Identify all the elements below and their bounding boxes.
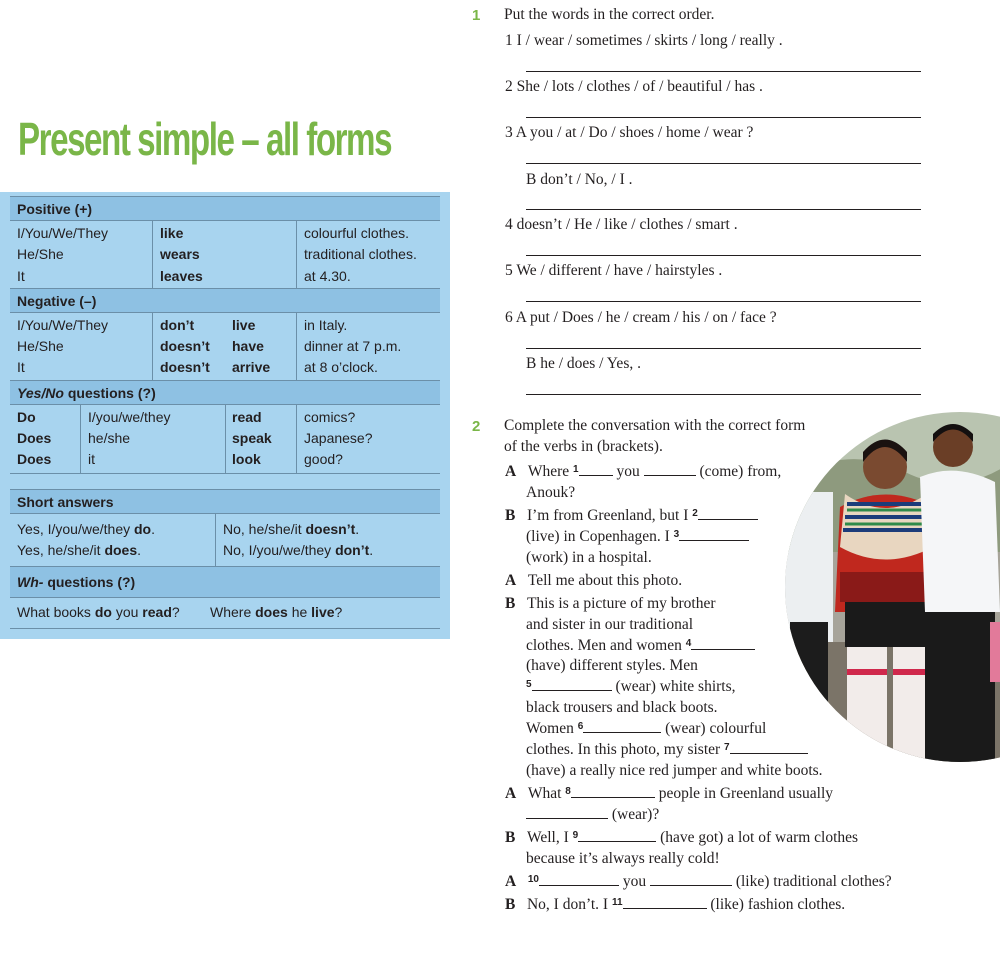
gap-10b[interactable] bbox=[650, 874, 732, 886]
answer-line[interactable] bbox=[526, 71, 921, 72]
object-cell: at 8 o’clock. bbox=[304, 359, 378, 375]
answer-line[interactable] bbox=[526, 301, 921, 302]
dialogue-line: (work) in a hospital. bbox=[526, 549, 652, 566]
dialogue-line: A $^{10}$ you (like) traditional clothes? bbox=[505, 873, 892, 890]
dialogue-line: Women $^6$ (wear) colourful bbox=[526, 720, 767, 737]
exercise-1-item: B he / does / Yes, . bbox=[526, 355, 641, 372]
dialogue-line: (live) in Copenhagen. I $^3$ bbox=[526, 528, 749, 546]
table-row bbox=[10, 540, 440, 562]
subject-cell: He/She bbox=[17, 338, 64, 354]
object-cell: dinner at 7 p.m. bbox=[304, 338, 402, 354]
short-answers-header: Short answers bbox=[10, 489, 440, 514]
dialogue-line: B I’m from Greenland, but I $^2$ bbox=[505, 507, 758, 525]
object-cell: in Italy. bbox=[304, 317, 348, 333]
verb-cell: like bbox=[160, 225, 184, 241]
exercise-1-item: 2 She / lots / clothes / of / beautiful / has . bbox=[505, 78, 763, 95]
wh-question-1: What books do you read? bbox=[17, 604, 180, 620]
section-title: Present simple – all forms bbox=[18, 113, 392, 165]
object-cell: good? bbox=[304, 451, 343, 467]
table-row bbox=[10, 266, 440, 288]
table-row bbox=[10, 315, 440, 337]
gap-1[interactable] bbox=[579, 464, 613, 476]
gap-11[interactable] bbox=[623, 897, 707, 909]
dialogue-line: clothes. Men and women $^4$ bbox=[526, 637, 755, 655]
answer-line[interactable] bbox=[526, 163, 921, 164]
gap-3[interactable] bbox=[679, 529, 749, 541]
dialogue-line: (have) different styles. Men bbox=[526, 657, 698, 674]
wh-question-2: Where does he live? bbox=[210, 604, 343, 620]
object-cell: Japanese? bbox=[304, 430, 373, 446]
exercise-1-item: 5 We / different / have / hairstyles . bbox=[505, 262, 723, 279]
aux-cell: doesn’t bbox=[160, 359, 210, 375]
answer-line[interactable] bbox=[526, 348, 921, 349]
exercise-1-item: 1 I / wear / sometimes / skirts / long / really . bbox=[505, 32, 783, 49]
exercise-2-instruction: Complete the conversation with the correct form bbox=[504, 417, 806, 434]
verb-cell: have bbox=[232, 338, 264, 354]
exercise-1-instruction: Put the words in the correct order. bbox=[504, 6, 715, 23]
aux-cell: Does bbox=[17, 451, 52, 467]
photo-illustration bbox=[785, 412, 1000, 762]
verb-cell: look bbox=[232, 451, 261, 467]
table-row bbox=[10, 602, 440, 624]
subject-cell: he/she bbox=[88, 430, 131, 446]
aux-cell: Do bbox=[17, 409, 36, 425]
exercise-1-item: 6 A put / Does / he / cream / his / on / face ? bbox=[505, 309, 777, 326]
table-row bbox=[10, 223, 440, 245]
subject-cell: I/You/We/They bbox=[17, 317, 109, 333]
short-answer-no: No, he/she/it doesn’t. bbox=[223, 521, 360, 537]
verb-cell: arrive bbox=[232, 359, 271, 375]
verb-cell: live bbox=[232, 317, 256, 333]
gap-6[interactable] bbox=[583, 721, 661, 733]
short-answer-yes: Yes, he/she/it does. bbox=[17, 542, 142, 558]
positive-header: Positive (+) bbox=[10, 196, 440, 221]
dialogue-line: (wear)? bbox=[526, 806, 659, 824]
answer-line[interactable] bbox=[526, 394, 921, 395]
verb-cell: speak bbox=[232, 430, 272, 446]
answer-line[interactable] bbox=[526, 117, 921, 118]
gap-9[interactable] bbox=[578, 830, 656, 842]
dialogue-line: black trousers and black boots. bbox=[526, 699, 718, 716]
exercise-2-number: 2 bbox=[472, 418, 481, 435]
grammar-box bbox=[0, 192, 450, 639]
subject-cell: He/She bbox=[17, 246, 64, 262]
dialogue-line: Anouk? bbox=[526, 484, 576, 501]
gap-8b[interactable] bbox=[526, 807, 608, 819]
exercise-2-instruction: of the verbs in (brackets). bbox=[504, 438, 663, 455]
gap-7[interactable] bbox=[730, 742, 808, 754]
photo-greenland-family bbox=[785, 412, 1000, 762]
subject-cell: It bbox=[17, 268, 25, 284]
subject-cell: I/you/we/they bbox=[88, 409, 171, 425]
exercise-1-item: 4 doesn’t / He / like / clothes / smart . bbox=[505, 216, 738, 233]
subject-cell: I/You/We/They bbox=[17, 225, 109, 241]
exercise-1-item: B don’t / No, / I . bbox=[526, 171, 633, 188]
dialogue-line: because it’s always really cold! bbox=[526, 850, 720, 867]
answer-line[interactable] bbox=[526, 255, 921, 256]
object-cell: at 4.30. bbox=[304, 268, 351, 284]
table-row bbox=[10, 357, 440, 379]
dialogue-line: clothes. In this photo, my sister $^7$ bbox=[526, 741, 808, 759]
subject-cell: it bbox=[88, 451, 95, 467]
verb-cell: wears bbox=[160, 246, 200, 262]
gap-10[interactable] bbox=[539, 874, 619, 886]
table-row bbox=[10, 449, 440, 471]
short-answer-yes: Yes, I/you/we/they do. bbox=[17, 521, 155, 537]
gap-4[interactable] bbox=[691, 638, 755, 650]
gap-5[interactable] bbox=[532, 679, 612, 691]
gap-2[interactable] bbox=[698, 508, 758, 520]
gap-1b[interactable] bbox=[644, 464, 696, 476]
dialogue-line: and sister in our traditional bbox=[526, 616, 694, 633]
table-row bbox=[10, 244, 440, 266]
dialogue-line: (have) a really nice red jumper and white boots. bbox=[526, 762, 823, 779]
dialogue-line: A Tell me about this photo. bbox=[505, 572, 683, 589]
gap-8[interactable] bbox=[571, 786, 655, 798]
object-cell: colourful clothes. bbox=[304, 225, 410, 241]
dialogue-line: B No, I don’t. I $^{11}$ (like) fashion clothes. bbox=[505, 896, 846, 913]
aux-cell: don’t bbox=[160, 317, 195, 333]
dialogue-line: A Where $^1$ you (come) from, bbox=[505, 463, 782, 480]
table-row bbox=[10, 519, 440, 541]
object-cell: traditional clothes. bbox=[304, 246, 417, 262]
object-cell: comics? bbox=[304, 409, 356, 425]
subject-cell: It bbox=[17, 359, 25, 375]
table-row bbox=[10, 428, 440, 450]
questions-header: Yes/No questions (?) bbox=[10, 380, 440, 405]
aux-cell: doesn’t bbox=[160, 338, 210, 354]
dialogue-line: B This is a picture of my brother bbox=[505, 595, 716, 612]
verb-cell: leaves bbox=[160, 268, 203, 284]
answer-line[interactable] bbox=[526, 209, 921, 210]
aux-cell: Does bbox=[17, 430, 52, 446]
negative-header: Negative (–) bbox=[10, 288, 440, 313]
dialogue-line: B Well, I $^9$ (have got) a lot of warm clothes bbox=[505, 829, 859, 846]
exercise-1-item: 3 A you / at / Do / shoes / home / wear ? bbox=[505, 124, 754, 141]
dialogue-line: A What $^8$ people in Greenland usually bbox=[505, 785, 834, 802]
dialogue-line: $^5$ (wear) white shirts, bbox=[526, 678, 736, 695]
verb-cell: read bbox=[232, 409, 262, 425]
exercise-1-number: 1 bbox=[472, 7, 481, 24]
short-answer-no: No, I/you/we/they don’t. bbox=[223, 542, 374, 558]
wh-questions-header: Wh- questions (?) bbox=[10, 566, 440, 598]
table-row bbox=[10, 336, 440, 358]
table-row bbox=[10, 407, 440, 429]
